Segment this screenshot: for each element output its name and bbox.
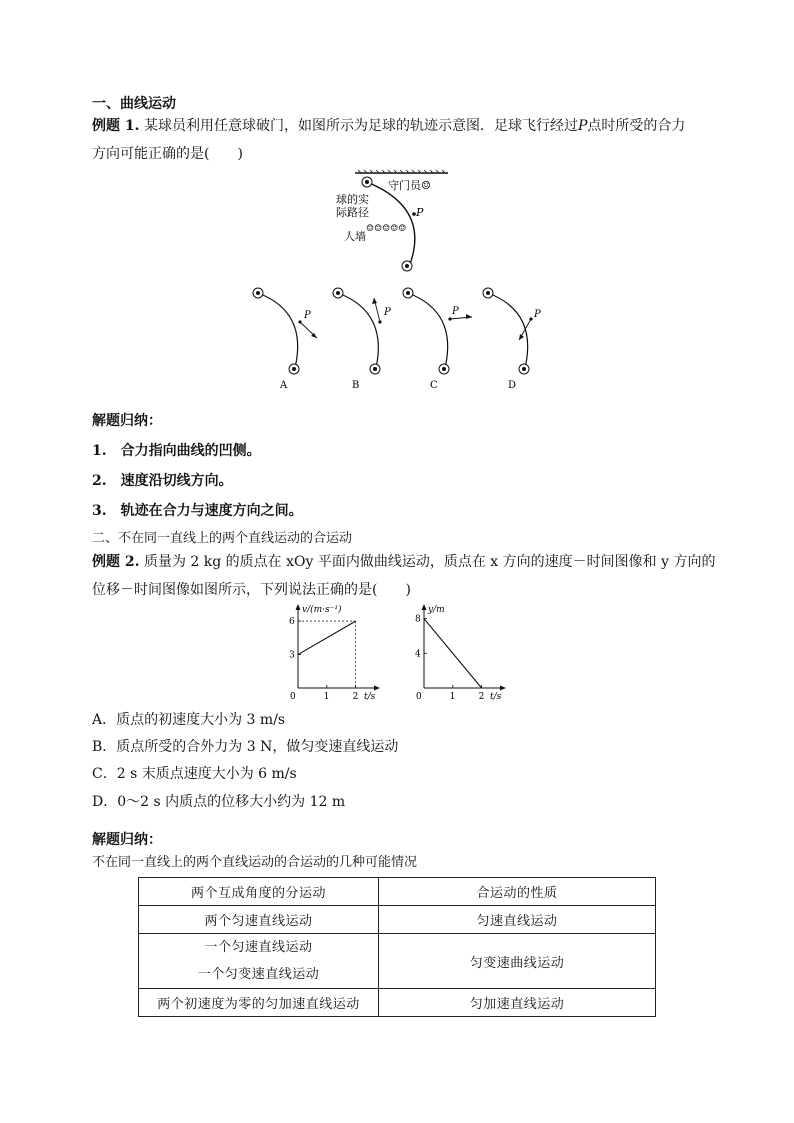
option-d: D．0～2 s 内质点的位移大小约为 12 m [92,794,346,810]
x-axis-arrow [374,686,380,691]
figure-p-label: P [416,206,424,219]
y-axis-arrow [422,604,427,610]
wall-label: 人墙 [344,230,366,243]
x-tick-label: 1 [449,692,456,700]
option-a-figure [253,288,317,391]
summary1-item: 3. 轨迹在合力与速度方向之间。 [92,503,303,519]
x-axis-label: t/s [490,692,502,700]
series-line [298,621,356,654]
svg-text:P: P [452,306,459,317]
y-axis-arrow [296,604,301,610]
option-c-figure [403,288,472,391]
svg-text:P: P [304,310,311,321]
table-cell: 两个匀速直线运动 [139,906,379,934]
table-cell: 匀变速曲线运动 [379,934,656,989]
summary1-item: 1. 合力指向曲线的凹侧。 [92,443,261,459]
series-line [424,619,482,688]
summary2-intro: 不在同一直线上的两个直线运动的合运动的几种可能情况 [92,855,418,870]
y-tick-label: 8 [415,614,421,625]
y-tick-label: 4 [415,649,421,660]
option-c-label: C [430,380,438,391]
option-b: B．质点所受的合外力为 3 N，做匀变速直线运动 [92,739,399,755]
svg-text:P: P [384,307,391,318]
summary-table [138,877,656,1017]
example2-question [92,548,732,604]
option-a-label: A [280,380,288,391]
table-row [139,878,656,906]
table-header-cell: 两个互成角度的分运动 [139,878,379,906]
summary2-title: 解题归纳： [92,832,162,848]
table-cell: 两个初速度为零的匀加速直线运动 [139,989,379,1017]
example1-question [92,112,712,168]
summary1-title: 解题归纳： [92,413,162,429]
wall-faces: ☺☺☺☺☺ [366,224,407,234]
option-d-figure [483,288,541,391]
y-axis-label: y/m [428,605,445,615]
table-cell [139,934,379,989]
table-row [139,934,656,989]
x-tick-label: 2 [352,692,359,700]
table-cell: 匀加速直线运动 [379,989,656,1017]
table-cell-line: 一个匀速直线运动 [204,940,313,955]
example2-label: 例题 2. [92,554,140,570]
goalkeeper-label: 守门员☺ [388,179,431,192]
table-cell-line: 一个匀变速直线运动 [197,967,320,982]
x-tick-label: 0 [416,692,422,700]
example2-text-line1: 质量为 2 kg 的质点在 xOy 平面内做曲线运动，质点在 x 方向的速度－时间图像和 y 方向的 [143,554,716,570]
y-axis-label: v/(m·s⁻¹) [302,605,342,615]
soccer-trajectory-figure [330,168,470,276]
example1-text-line1: 某球员利用任意球破门，如图所示为足球的轨迹示意图．足球飞行经过 [143,118,578,134]
vx-t-chart [280,604,390,700]
x-tick-label: 0 [290,692,296,700]
x-tick-label: 1 [323,692,330,700]
table-header-cell: 合运动的性质 [379,878,656,906]
option-b-figure [333,288,391,391]
section1-title: 一、曲线运动 [92,96,176,112]
table-row [139,989,656,1017]
y-tick-label: 6 [289,617,295,628]
summary1-item: 2. 速度沿切线方向。 [92,473,233,489]
table-row [139,906,656,934]
section2-title: 二、不在同一直线上的两个直线运动的合运动 [92,531,353,546]
option-b-label: B [352,380,360,391]
x-tick-label: 2 [478,692,485,700]
example1-text-line2: 方向可能正确的是( ) [92,146,243,162]
x-axis-arrow [500,686,506,691]
point-p: P [577,118,588,134]
option-figures [248,282,548,394]
path-label-line2: 际路径 [336,206,369,219]
option-a: A．质点的初速度大小为 3 m/s [92,712,286,728]
option-c: C．2 s 末质点速度大小为 6 m/s [92,766,297,782]
table-cell: 匀速直线运动 [379,906,656,934]
y-t-chart [406,604,516,700]
example1-label: 例题 1. [92,118,140,134]
svg-text:P: P [534,309,541,320]
example1-text-line1-end: 点时所受的合力 [587,118,686,134]
path-label-line1: 球的实 [336,193,369,206]
example2-text-line2: 位移－时间图像如图所示，下列说法正确的是( ) [92,582,411,598]
y-tick-label: 3 [289,650,295,661]
x-axis-label: t/s [364,692,376,700]
option-d-label: D [508,380,517,391]
